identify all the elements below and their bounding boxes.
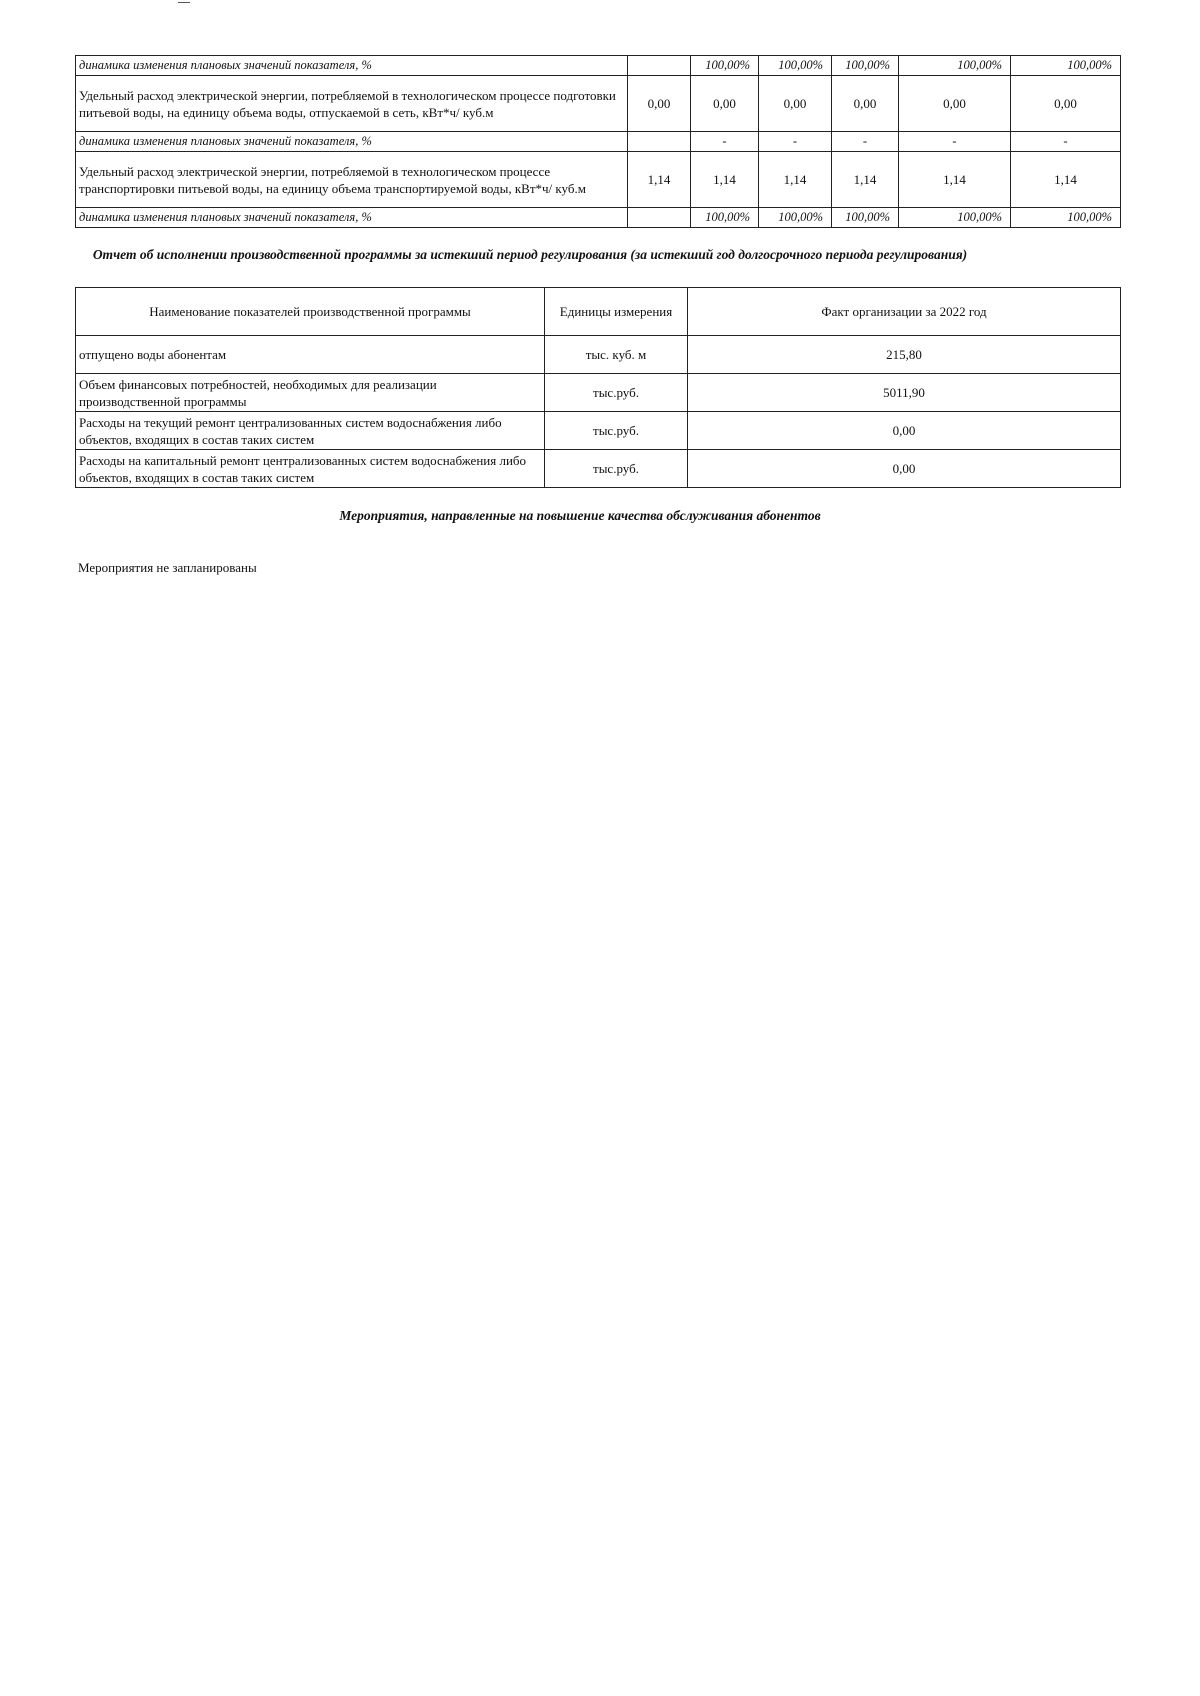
value-cell: 100,00%: [759, 56, 832, 76]
value-cell: -: [1011, 132, 1121, 152]
indicator-name: Расходы на текущий ремонт централизованных систем водоснабжения либо объектов, входящих в состав таких систем: [76, 412, 545, 450]
indicator-unit: тыс.руб.: [545, 374, 688, 412]
value-cell: 100,00%: [759, 208, 832, 228]
header-indicator-name: Наименование показателей производственной программы: [76, 288, 545, 336]
value-cell: -: [691, 132, 759, 152]
value-cell: 1,14: [691, 152, 759, 208]
value-cell: 1,14: [759, 152, 832, 208]
dynamics-label: динамика изменения плановых значений показателя, %: [76, 56, 628, 76]
value-cell: 0,00: [1011, 76, 1121, 132]
dynamics-row: [76, 56, 1121, 76]
value-cell: 100,00%: [899, 208, 1011, 228]
indicator-name: Расходы на капитальный ремонт централизованных систем водоснабжения либо объектов, входящих в состав таких систем: [76, 450, 545, 488]
value-cell: [628, 208, 691, 228]
indicator-label: Удельный расход электрической энергии, потребляемой в технологическом процессе транспортировки питьевой воды, на единицу объема транспортируемой воды, кВт*ч/ куб.м: [76, 152, 628, 208]
indicator-value: 0,00: [688, 412, 1121, 450]
value-cell: 0,00: [691, 76, 759, 132]
dynamics-label: динамика изменения плановых значений показателя, %: [76, 132, 628, 152]
value-cell: -: [899, 132, 1011, 152]
indicator-row: [76, 76, 1121, 132]
value-cell: 100,00%: [691, 56, 759, 76]
table-row: [76, 374, 1121, 412]
table-header-row: [76, 288, 1121, 336]
events-text: Мероприятия не запланированы: [78, 560, 257, 575]
value-cell: 100,00%: [1011, 56, 1121, 76]
indicator-unit: тыс.руб.: [545, 412, 688, 450]
report-title: Отчет об исполнении производственной программы за истекший период регулирования (за истекший год долгосрочного периода регулирования): [92, 247, 968, 262]
value-cell: 0,00: [628, 76, 691, 132]
table-row: [76, 412, 1121, 450]
indicator-unit: тыс.руб.: [545, 450, 688, 488]
value-cell: -: [759, 132, 832, 152]
indicator-row: [76, 152, 1121, 208]
value-cell: 1,14: [628, 152, 691, 208]
value-cell: -: [832, 132, 899, 152]
indicator-value: 215,80: [688, 336, 1121, 374]
value-cell: 1,14: [899, 152, 1011, 208]
value-cell: 100,00%: [1011, 208, 1121, 228]
value-cell: 100,00%: [691, 208, 759, 228]
indicator-unit: тыс. куб. м: [545, 336, 688, 374]
dynamics-row: [76, 208, 1121, 228]
indicator-name: Объем финансовых потребностей, необходимых для реализации производственной программы: [76, 374, 545, 412]
header-fact-2022: Факт организации за 2022 год: [688, 288, 1121, 336]
dynamics-label: динамика изменения плановых значений показателя, %: [76, 208, 628, 228]
value-cell: 1,14: [832, 152, 899, 208]
events-title: Мероприятия, направленные на повышение качества обслуживания абонентов: [339, 508, 821, 523]
production-program-report-table: [75, 287, 1121, 488]
table-row: [76, 336, 1121, 374]
indicator-value: 5011,90: [688, 374, 1121, 412]
value-cell: [628, 132, 691, 152]
indicator-name: отпущено воды абонентам: [76, 336, 545, 374]
table-row: [76, 450, 1121, 488]
value-cell: 100,00%: [899, 56, 1011, 76]
value-cell: 100,00%: [832, 56, 899, 76]
value-cell: 0,00: [899, 76, 1011, 132]
indicator-value: 0,00: [688, 450, 1121, 488]
page-mark: [178, 2, 190, 3]
value-cell: [628, 56, 691, 76]
indicator-label: Удельный расход электрической энергии, потребляемой в технологическом процессе подготовки питьевой воды, на единицу объема воды, отпускаемой в сеть, кВт*ч/ куб.м: [76, 76, 628, 132]
header-unit: Единицы измерения: [545, 288, 688, 336]
value-cell: 0,00: [759, 76, 832, 132]
value-cell: 1,14: [1011, 152, 1121, 208]
dynamics-row: [76, 132, 1121, 152]
value-cell: 0,00: [832, 76, 899, 132]
indicators-table: [75, 55, 1121, 228]
value-cell: 100,00%: [832, 208, 899, 228]
